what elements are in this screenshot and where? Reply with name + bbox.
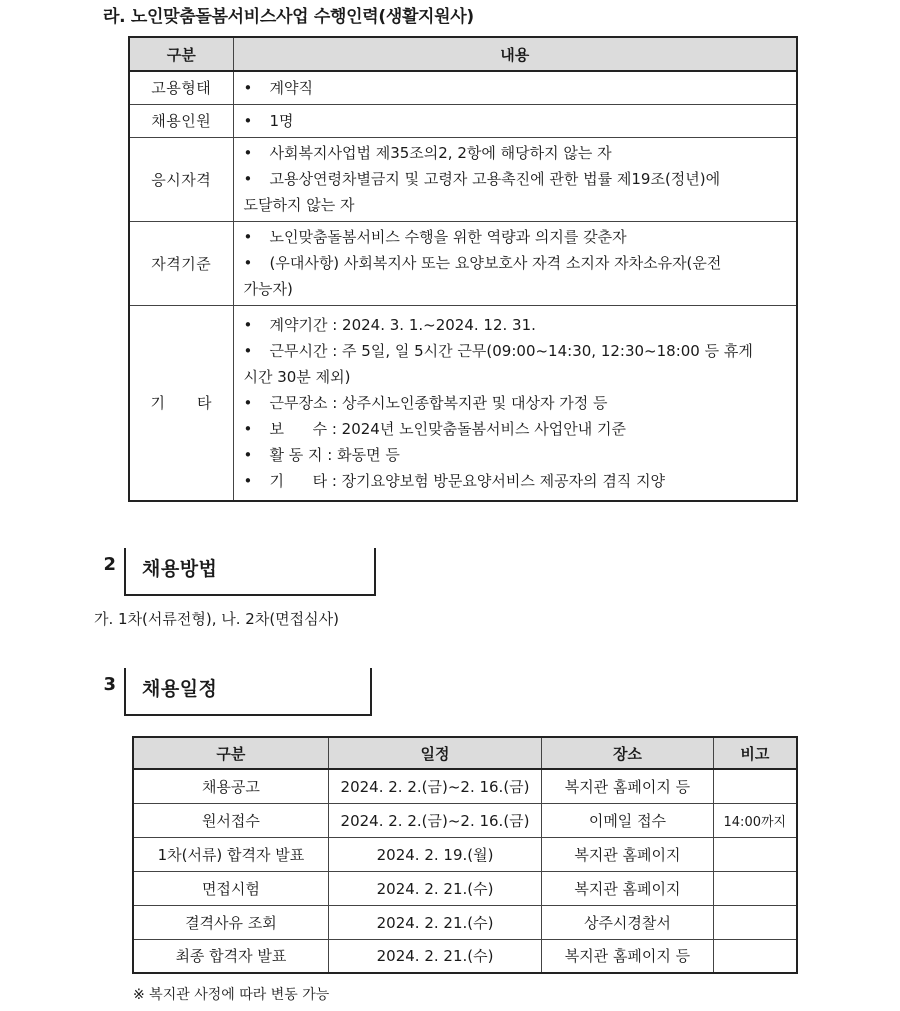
job-details-table bbox=[128, 36, 798, 502]
table-row bbox=[133, 905, 797, 939]
row-label: 고용형태 bbox=[129, 71, 233, 104]
list-item-text: 노인맞춤돌봄서비스 수행을 위한 역량과 의지를 갖춘자 bbox=[269, 228, 627, 246]
schedule-place: 상주시경찰서 bbox=[542, 905, 713, 939]
row-label: 채용인원 bbox=[129, 104, 233, 137]
schedule-category: 결격사유 조회 bbox=[133, 905, 328, 939]
table-row bbox=[129, 104, 797, 137]
schedule-date: 2024. 2. 21.(수) bbox=[328, 939, 541, 973]
bullet-icon: • bbox=[243, 445, 253, 464]
section-number: 3 bbox=[103, 674, 116, 695]
header-category: 구분 bbox=[129, 37, 233, 71]
schedule-date: 2024. 2. 2.(금)~2. 16.(금) bbox=[328, 803, 541, 837]
row-content bbox=[233, 305, 797, 501]
bullet-icon: • bbox=[243, 419, 253, 438]
schedule-place: 복지관 홈페이지 bbox=[542, 871, 713, 905]
bullet-icon: • bbox=[243, 341, 253, 360]
section-number: 2 bbox=[103, 554, 116, 575]
list-item-continuation: 도달하지 않는 자 bbox=[243, 196, 355, 214]
list-item-text: 1명 bbox=[269, 111, 294, 130]
schedule-place: 복지관 홈페이지 등 bbox=[542, 769, 713, 803]
header-content: 내용 bbox=[233, 37, 797, 71]
bullet-icon: • bbox=[243, 170, 253, 188]
list-item-text: 계약직 bbox=[269, 78, 313, 97]
row-label: 자격기준 bbox=[129, 221, 233, 305]
schedule-place: 이메일 접수 bbox=[542, 803, 713, 837]
table-row bbox=[129, 137, 797, 221]
row-label: 응시자격 bbox=[129, 137, 233, 221]
schedule-remarks bbox=[713, 871, 797, 905]
schedule-date: 2024. 2. 21.(수) bbox=[328, 871, 541, 905]
schedule-date: 2024. 2. 19.(월) bbox=[328, 837, 541, 871]
schedule-category: 원서접수 bbox=[133, 803, 328, 837]
header-remarks: 비고 bbox=[713, 737, 797, 769]
schedule-place: 복지관 홈페이지 bbox=[542, 837, 713, 871]
schedule-remarks bbox=[713, 905, 797, 939]
row-content bbox=[233, 71, 797, 104]
section-title: 채용방법 bbox=[142, 558, 218, 580]
list-item-text: 근무장소 : 상주시노인종합복지관 및 대상자 가정 등 bbox=[269, 393, 608, 412]
section-2-heading bbox=[94, 548, 376, 596]
section-title-ra: 라. 노인맞춤돌봄서비스사업 수행인력(생활지원사) bbox=[103, 7, 474, 27]
row-content bbox=[233, 221, 797, 305]
bullet-icon: • bbox=[243, 315, 253, 334]
bullet-icon: • bbox=[243, 111, 253, 130]
schedule-remarks: 14:00까지 bbox=[713, 803, 797, 837]
table-row bbox=[133, 769, 797, 803]
table-row bbox=[133, 871, 797, 905]
schedule-category: 1차(서류) 합격자 발표 bbox=[133, 837, 328, 871]
section-3-heading bbox=[94, 668, 372, 716]
header-date: 일정 bbox=[328, 737, 541, 769]
bullet-icon: • bbox=[243, 144, 253, 162]
table-row bbox=[129, 71, 797, 104]
row-content bbox=[233, 137, 797, 221]
schedule-remarks bbox=[713, 769, 797, 803]
bullet-icon: • bbox=[243, 393, 253, 412]
bullet-icon: • bbox=[243, 78, 253, 97]
table-row bbox=[133, 803, 797, 837]
row-content bbox=[233, 104, 797, 137]
table-row bbox=[133, 837, 797, 871]
schedule-remarks bbox=[713, 837, 797, 871]
header-place: 장소 bbox=[542, 737, 713, 769]
list-item-text: 보 수 : 2024년 노인맞춤돌봄서비스 사업안내 기준 bbox=[269, 419, 626, 438]
row-label: 기 타 bbox=[129, 305, 233, 501]
section-title: 채용일정 bbox=[142, 678, 218, 700]
schedule-table bbox=[132, 736, 798, 974]
list-item-continuation: 시간 30분 제외) bbox=[243, 367, 351, 386]
schedule-category: 최종 합격자 발표 bbox=[133, 939, 328, 973]
list-item-text: 계약기간 : 2024. 3. 1.~2024. 12. 31. bbox=[269, 315, 536, 334]
bullet-icon: • bbox=[243, 228, 253, 246]
schedule-date: 2024. 2. 21.(수) bbox=[328, 905, 541, 939]
schedule-category: 면접시험 bbox=[133, 871, 328, 905]
list-item-text: 근무시간 : 주 5일, 일 5시간 근무(09:00~14:30, 12:30~18:00 등 휴게 bbox=[269, 341, 753, 360]
schedule-remarks bbox=[713, 939, 797, 973]
table-header-row bbox=[129, 37, 797, 71]
header-category: 구분 bbox=[133, 737, 328, 769]
schedule-category: 채용공고 bbox=[133, 769, 328, 803]
table-header-row bbox=[133, 737, 797, 769]
list-item-continuation: 가능자) bbox=[243, 280, 293, 298]
table-row bbox=[133, 939, 797, 973]
schedule-place: 복지관 홈페이지 등 bbox=[542, 939, 713, 973]
bullet-icon: • bbox=[243, 471, 253, 490]
list-item-text: 활 동 지 : 화동면 등 bbox=[269, 445, 400, 464]
footnote: ※ 복지관 사정에 따라 변동 가능 bbox=[133, 987, 330, 1003]
schedule-date: 2024. 2. 2.(금)~2. 16.(금) bbox=[328, 769, 541, 803]
table-row bbox=[129, 221, 797, 305]
list-item-text: 사회복지사업법 제35조의2, 2항에 해당하지 않는 자 bbox=[269, 144, 612, 162]
list-item-text: (우대사항) 사회복지사 또는 요양보호사 자격 소지자 자차소유자(운전 bbox=[269, 254, 722, 272]
list-item-text: 고용상연령차별금지 및 고령자 고용촉진에 관한 법률 제19조(정년)에 bbox=[269, 170, 721, 188]
table-row bbox=[129, 305, 797, 501]
hiring-method-text: 가. 1차(서류전형), 나. 2차(면접심사) bbox=[94, 610, 339, 628]
bullet-icon: • bbox=[243, 254, 253, 272]
list-item-text: 기 타 : 장기요양보험 방문요양서비스 제공자의 겸직 지양 bbox=[269, 471, 666, 490]
